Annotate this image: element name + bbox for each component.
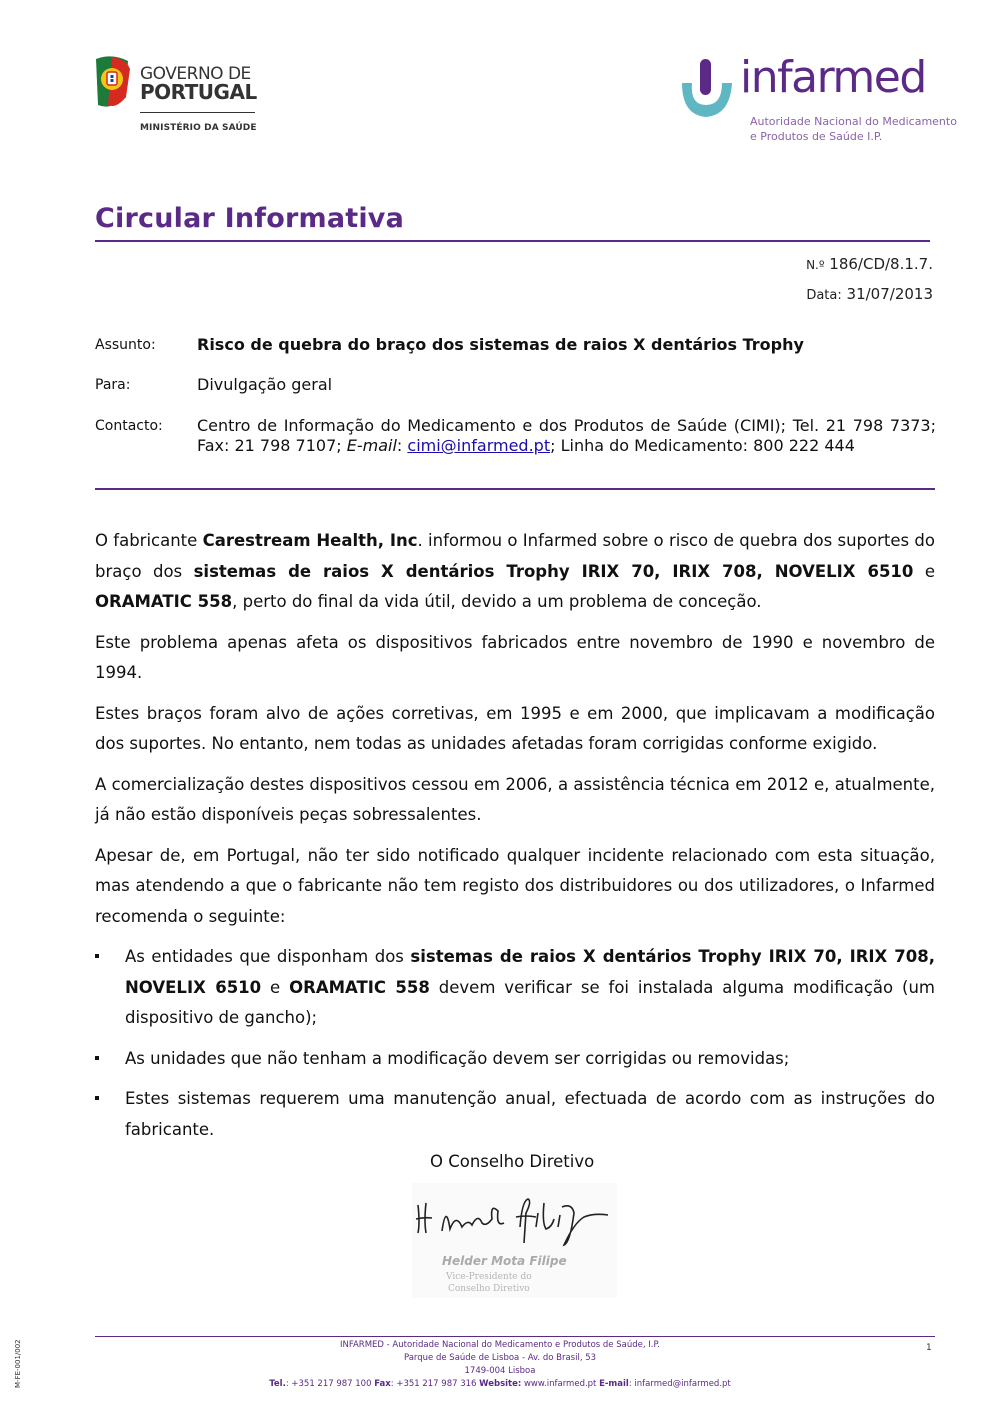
- p1-manufacturer: Carestream Health, Inc: [202, 531, 418, 550]
- p1-systems: sistemas de raios X dentários Trophy IRIX 70, IRIX 708, NOVELIX 6510: [193, 561, 914, 581]
- paragraph-1: [95, 526, 935, 618]
- assunto-label: Assunto:: [95, 337, 156, 353]
- paragraph-4: A comercialização destes dispositivos cessou em 2006, a assistência técnica em 2012 e, atualmente, já não estão disponíveis peças sobressalentes.: [95, 774, 935, 824]
- paragraph-3: Estes braços foram alvo de ações corretivas, em 1995 e em 2000, que implicavam a modificação dos suportes. No entanto, nem todas as unidades afetadas foram corrigidas conforme exigido.: [95, 703, 935, 753]
- footer-email-label: E-mail: [599, 1379, 629, 1389]
- b1-text-a: As entidades que disponham dos: [125, 947, 411, 966]
- list-item: [95, 1084, 935, 1145]
- b3-text: Estes sistemas requerem uma manutenção anual, efectuada de acordo com as instruções do fabricante.: [125, 1089, 935, 1139]
- bullet-icon: [95, 1096, 99, 1100]
- gov-logo-ministry: MINISTÉRIO DA SAÚDE: [140, 123, 257, 133]
- stamp-role-1: Vice-Presidente do: [446, 1272, 532, 1282]
- reference-value: 186/CD/8.1.7.: [829, 255, 933, 273]
- list-item: [95, 1044, 935, 1075]
- date-label: Data:: [806, 288, 842, 303]
- document-title: Circular Informativa: [95, 203, 405, 234]
- b1-systems: sistemas de raios X dentários Trophy IRIX 70, IRIX 708, NOVELIX 6510: [125, 947, 935, 997]
- infarmed-drop-icon: [676, 57, 738, 121]
- signature-title: O Conselho Diretivo: [430, 1152, 595, 1171]
- handwritten-signature-icon: [412, 1183, 617, 1298]
- p1-text-g: , perto do final da vida útil, devido a um problema de conceção.: [232, 592, 762, 611]
- signature-stamp: [412, 1183, 617, 1298]
- gov-logo-divider: [140, 112, 255, 113]
- reference-label: N.º: [806, 258, 825, 272]
- infarmed-logo: [676, 52, 957, 147]
- bullet-icon: [95, 954, 99, 958]
- footer-web-value[interactable]: www.infarmed.pt: [521, 1379, 600, 1389]
- p1-text-a: O fabricante: [95, 531, 203, 550]
- b1-text-c: e: [261, 977, 290, 997]
- assunto-value: Risco de quebra do braço dos sistemas de raios X dentários Trophy: [197, 335, 804, 354]
- page-number: 1: [926, 1343, 932, 1353]
- contacto-text-1: Centro de Informação do Medicamento e dos Produtos de Saúde (CIMI); Tel. 21 798 7373; Fax: 21 798 7107;: [197, 416, 936, 455]
- footer-line-1: INFARMED - Autoridade Nacional do Medicamento e Produtos de Saúde, I.P.: [340, 1340, 660, 1350]
- contacto-label: Contacto:: [95, 418, 163, 434]
- infarmed-wordmark: infarmed: [740, 52, 926, 103]
- footer-divider: [95, 1336, 935, 1337]
- recommendations-list: [95, 942, 935, 1145]
- paragraph-5: Apesar de, em Portugal, não ter sido notificado qualquer incidente relacionado com esta situação, mas atendendo a que o fabricante não tem registo dos distribuidores ou dos utilizadores, o Infarmed recomenda o seguinte:: [95, 845, 935, 926]
- footer-contacts: [95, 1378, 905, 1391]
- reference-number: [806, 255, 933, 273]
- contacto-email-label: E-mail: [346, 436, 397, 455]
- contacto-text-2: ; Linha do Medicamento: 800 222 444: [550, 436, 855, 455]
- gov-logo-line1: GOVERNO DE: [140, 64, 251, 84]
- footer-tel-label: Tel.: [269, 1379, 286, 1389]
- footer-web-label: Website:: [479, 1379, 522, 1389]
- footer-email-value[interactable]: : infarmed@infarmed.pt: [628, 1379, 731, 1389]
- stamp-role-2: Conselho Diretivo: [448, 1284, 530, 1294]
- portugal-coat-of-arms-icon: [92, 55, 134, 113]
- para-label: Para:: [95, 377, 131, 393]
- infarmed-subtitle-line1: Autoridade Nacional do Medicamento: [750, 115, 957, 128]
- footer-tel-value: : +351 217 987 100: [285, 1379, 375, 1389]
- form-code: M-FE-001/002: [14, 1339, 22, 1388]
- footer-fax-value: : +351 217 987 316: [390, 1379, 480, 1389]
- title-divider: [95, 240, 930, 242]
- p1-text-c: . informou o Infarmed sobre o risco de quebra dos suportes do braço dos: [95, 531, 935, 581]
- footer-line-3: 1749-004 Lisboa: [464, 1366, 536, 1376]
- date-value: 31/07/2013: [846, 285, 933, 303]
- meta-divider: [95, 488, 935, 490]
- footer-line-2: Parque de Saúde de Lisboa - Av. do Brasil, 53: [403, 1353, 597, 1363]
- contacto-email-link[interactable]: cimi@infarmed.pt: [407, 436, 551, 455]
- b2-text: As unidades que não tenham a modificação devem ser corrigidas ou removidas;: [125, 1048, 790, 1068]
- bullet-icon: [95, 1056, 99, 1060]
- list-item: [95, 942, 935, 1034]
- document-body: [95, 526, 935, 1155]
- para-value: Divulgação geral: [197, 375, 333, 394]
- footer-fax-label: Fax: [374, 1379, 391, 1389]
- b1-oramatic: ORAMATIC 558: [289, 977, 430, 997]
- p1-oramatic: ORAMATIC 558: [95, 592, 233, 611]
- p1-text-e: e: [913, 561, 935, 581]
- b1-text-e: devem verificar se foi instalada alguma modificação (um dispositivo de gancho);: [125, 977, 935, 1027]
- gov-logo-line2: PORTUGAL: [140, 80, 257, 104]
- stamp-name: Helder Mota Filipe: [442, 1254, 567, 1268]
- governo-de-portugal-logo: [92, 55, 262, 140]
- contacto-value: [197, 416, 936, 456]
- infarmed-subtitle-line2: e Produtos de Saúde I.P.: [750, 130, 883, 143]
- contacto-colon: :: [396, 436, 408, 455]
- paragraph-2: Este problema apenas afeta os dispositivos fabricados entre novembro de 1990 e novembro de 1994.: [95, 632, 935, 682]
- document-date: [806, 285, 933, 303]
